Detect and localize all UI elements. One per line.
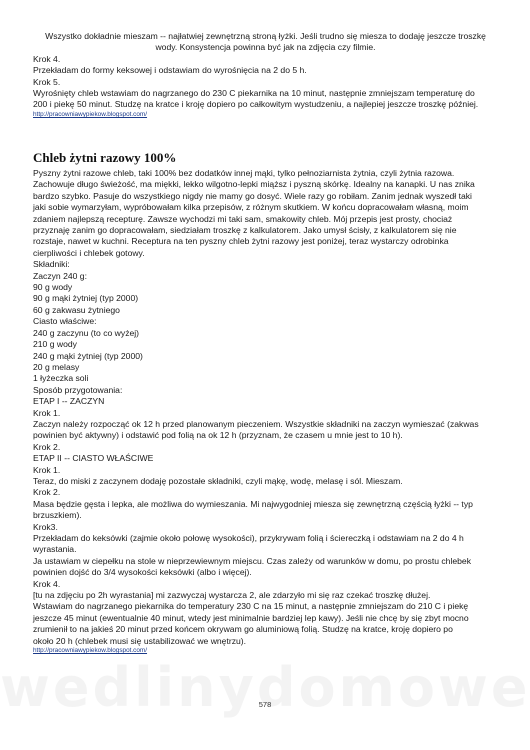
text-line: 1 łyżeczka soli [33, 373, 89, 384]
text-line: brzuszkiem). [33, 510, 82, 521]
text-line: 90 g mąki żytniej (typ 2000) [33, 293, 139, 304]
text-line: powinien dojść do 3/4 wysokości keksówki (albo i więcej). [33, 567, 252, 578]
text-line: cierpliwości i chlebek gotowy. [33, 247, 145, 258]
text-line: Przekładam do keksówki (zajmie około połowę wysokości), przykrywam folią i ściereczką i odstawiam na 2 do 4 h [33, 533, 464, 543]
text-line: 20 g melasy [33, 361, 80, 372]
text-line: bardzo szybko. Pasuje do wszystkiego nigdy nie mamy go dosyć. Wiele razy go robiłam. Zanim jednak wyszedł taki [33, 190, 472, 201]
text-line: wody. Konsystencja powinna być jak na zdjęcia czy filmie. [155, 42, 376, 53]
text-line: 240 g zaczynu (to co wyżej) [33, 327, 140, 338]
recipe-body [33, 168, 498, 655]
text-line: jaki sobie wymarzyłam, wypróbowałam kilka przepisów, z różnym skutkiem. W końcu dopracowałam własną, moim [33, 202, 469, 213]
text-line: 90 g wody [33, 282, 73, 293]
text-line: jeszcze 45 minut (ewentualnie 40 minut, wtedy jest minimalnie bardziej lep kawy). Jeśli nie chcę by się zbyt mocno [33, 612, 469, 623]
text-line: Przekładam do formy keksowej i odstawiam do wyrośnięcia na 2 do 5 h. [33, 65, 307, 76]
text-line: Krok 4. [33, 578, 61, 589]
text-line: [tu na zdjęciu po 2h wyrastania] mi zazwyczaj wystarcza 2, ale zdarzyło mi się raz czekać troszkę dłużej. [33, 590, 431, 601]
text-line: Krok 5. [33, 76, 61, 87]
text-line: Krok 1. [33, 407, 61, 418]
text-line: ETAP I -- ZACZYN [33, 396, 105, 407]
intro-section [33, 31, 498, 119]
text-line: Zaczyn 240 g: [33, 270, 87, 281]
text-line: Zachowuje długo świeżość, ma miękki, lekko wilgotno-lepki miąższ i pyszną skórkę. Idealny na kanapki. U nas znika [33, 179, 475, 190]
source-link[interactable]: http://pracowniawypiekow.blogspot.com/ [33, 647, 148, 655]
text-line: Krok 4. [33, 53, 61, 64]
text-line: Składniki: [33, 259, 70, 270]
text-line: Ciasto właściwe: [33, 316, 97, 327]
text-line: Krok3. [33, 521, 58, 532]
text-line: 210 g wody [33, 339, 77, 350]
text-line: Krok 2. [33, 441, 61, 452]
text-line: przyznaję zanim go dopracowałam, siedziałam troszkę z kalkulatorem. Jako umysł ścisły, z kalkulatorem się nie [33, 225, 457, 236]
text-line: Wyrośnięty chleb wstawiam do nagrzanego do 230 C piekarnika na 10 minut, następnie zmniejszam temperaturę do [33, 88, 475, 99]
text-line: Krok 2. [33, 487, 61, 498]
text-line: zrumienił to na jakieś 20 minut przed końcem okrywam go aluminiową folią. Studzę na kratce, kroję dopiero po [33, 624, 453, 635]
text-line: około 20 h (chlebek musi się ustabilizować we wnętrzu). [33, 635, 247, 646]
text-line: Ja ustawiam w ciepełku na stole w nieprzewiewnym miejscu. Czas zależy od warunków w domu, po prostu chlebek [33, 555, 471, 566]
page-number: 578 [258, 700, 272, 709]
recipe-title: Chleb żytni razowy 100% [33, 150, 177, 165]
text-line: powinien być aktywny) i odstawić pod folią na ok 12 h (przyznam, że czasem u mnie jest to 10 h). [33, 430, 403, 441]
text-line: Zaczyn należy rozpocząć ok 12 h przed planowanym pieczeniem. Wszystkie składniki na zaczyn wymieszać (zakwas [33, 418, 479, 429]
text-line: Teraz, do miski z zaczynem dodaję pozostałe składniki, czyli mąkę, wodę, melasę i sól. Mieszam. [33, 475, 403, 486]
text-line: Sposób przygotowania: [33, 384, 123, 395]
source-link[interactable]: http://pracowniawypiekow.blogspot.com/ [33, 110, 148, 118]
text-line: 240 g mąki żytniej (typ 2000) [33, 350, 143, 361]
text-line: Krok 1. [33, 464, 61, 475]
text-line: wyrastania. [33, 544, 77, 555]
text-line: Wstawiam do nagrzanego piekarnika do temperatury 230 C na 15 minut, a następnie zmniejszam do 210 C i piekę [33, 601, 469, 612]
text-line: Wszystko dokładnie mieszam -- najłatwiej zewnętrzną stroną łyżki. Jeśli trudno się miesza to dodaję jeszcze troszkę [45, 31, 486, 41]
text-line: 200 i piekę 50 minut. Studzę na kratce i kroję dopiero po całkowitym wystudzeniu, a najlepiej jeszcze troszkę później. [33, 99, 479, 110]
text-line: 60 g zakwasu żytniego [33, 304, 120, 315]
text-line: Pyszny żytni razowe chleb, taki 100% bez dodatków innej mąki, tylko pełnoziarnista żytnia, czyli żytnia razowa. [33, 168, 455, 178]
text-line: Masa będzie gęsta i lepka, ale możliwa do wymieszania. Mi najwygodniej miesza się zewnętrzną częścią łyżki -- typ [33, 498, 473, 509]
watermark [0, 656, 530, 719]
text-line: rozstaje, nawet w kuchni. Receptura na ten pyszny chleb żytni razowy jest poniżej, teraz wystarczy odrobinka [33, 236, 449, 247]
text-line: ETAP II -- CIASTO WŁAŚCIWE [33, 453, 154, 464]
text-line: zdaniem najlepszą recepturę. Zawsze wychodzi mi taki sam, smakowity chleb. Mój przepis jest prosty, chociaż [33, 213, 453, 224]
